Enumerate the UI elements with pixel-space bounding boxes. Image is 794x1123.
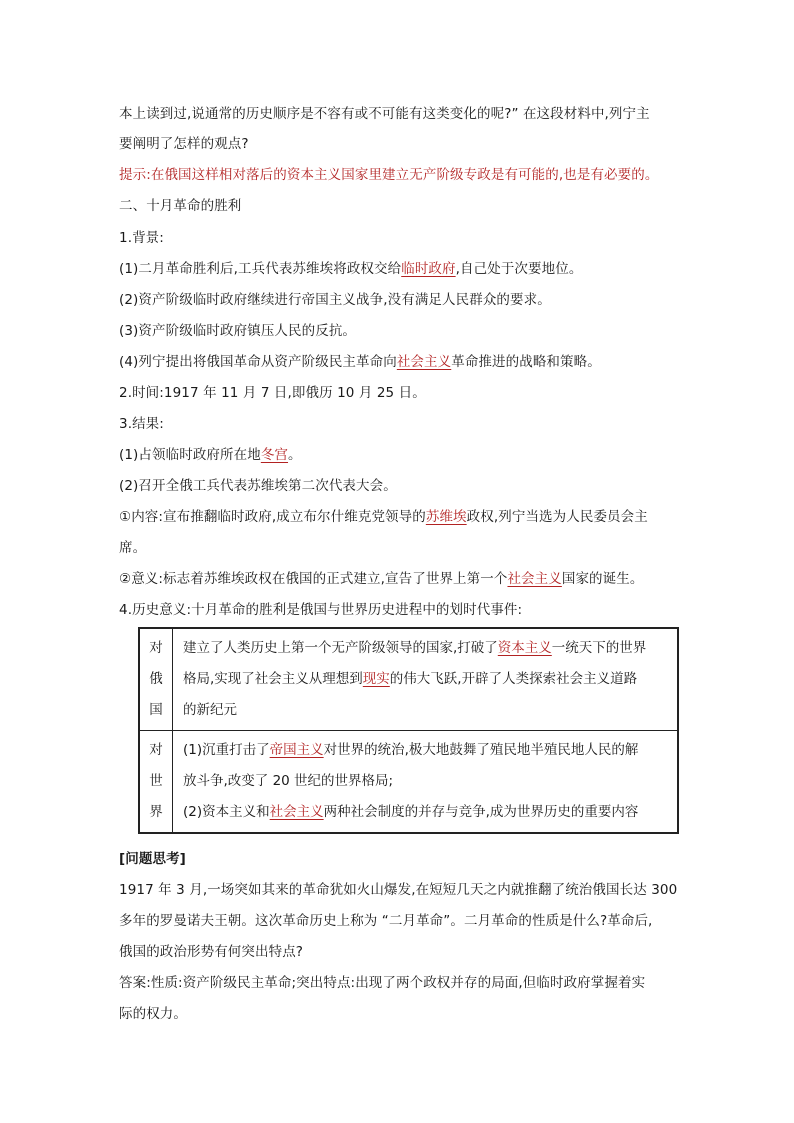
result-item-1	[119, 445, 302, 465]
keyword: 现实	[362, 671, 390, 687]
text: (2)资本主义和	[183, 804, 270, 820]
text: 国家的诞生。	[561, 571, 644, 587]
background-item-3: (3)资产阶级临时政府镇压人民的反抗。	[119, 323, 357, 339]
keyword: 社会主义	[507, 571, 562, 587]
text: 的伟大飞跃,开辟了人类探索社会主义道路	[389, 671, 638, 687]
cell-line	[183, 633, 669, 664]
row-head-world	[139, 731, 173, 834]
result-heading: 3.结果:	[119, 416, 164, 432]
text: ,自己处于次要地位。	[455, 261, 583, 277]
result-item-2: (2)召开全俄工兵代表苏维埃第二次代表大会。	[119, 478, 397, 494]
row-body-russia	[173, 628, 679, 731]
text: (1)二月革命胜利后,工兵代表苏维埃将政权交给	[119, 261, 402, 277]
text: 格局,实现了社会主义从理想到	[183, 671, 363, 687]
head-char: 对	[149, 640, 163, 656]
head-char: 界	[149, 804, 163, 820]
cell-line	[183, 664, 669, 695]
text: ②意义:标志着苏维埃政权在俄国的正式建立,宣告了世界上第一个	[119, 571, 508, 587]
keyword: 资本主义	[497, 640, 552, 656]
keyword: 帝国主义	[269, 742, 324, 758]
text: 建立了人类历史上第一个无产阶级领导的国家,打破了	[183, 640, 498, 656]
text: (1)占领临时政府所在地	[119, 447, 261, 463]
intro-line-2: 要阐明了怎样的观点?	[119, 136, 249, 152]
question-line-1: 1917 年 3 月,一场突如其来的革命犹如火山爆发,在短短几天之内就推翻了统治俄国长达 300	[119, 882, 678, 898]
result-meaning	[119, 569, 643, 589]
background-item-4	[119, 352, 601, 372]
cell-line: 放斗争,改变了 20 世纪的世界格局;	[183, 773, 394, 789]
background-heading: 1.背景:	[119, 230, 164, 246]
table-row	[139, 731, 678, 834]
keyword: 临时政府	[401, 261, 456, 277]
text: (1)沉重打击了	[183, 742, 270, 758]
result-content	[119, 507, 648, 527]
row-body-world	[173, 731, 679, 834]
significance-heading: 4.历史意义:十月革命的胜利是俄国与世界历史进程中的划时代事件:	[119, 602, 523, 618]
keyword: 冬宫	[260, 447, 289, 463]
hint-text: 提示:在俄国这样相对落后的资本主义国家里建立无产阶级专政是有可能的,也是有必要的。	[119, 167, 659, 183]
question-heading: [问题思考]	[119, 851, 186, 867]
cell-line: 的新纪元	[183, 702, 237, 718]
text: 两种社会制度的并存与竞争,成为世界历史的重要内容	[323, 804, 639, 820]
head-char: 世	[149, 773, 163, 789]
keyword: 社会主义	[269, 804, 324, 820]
keyword: 苏维埃	[425, 509, 467, 525]
text: 一统天下的世界	[551, 640, 647, 656]
background-item-2: (2)资产阶级临时政府继续进行帝国主义战争,没有满足人民群众的要求。	[119, 292, 551, 308]
question-line-2: 多年的罗曼诺夫王朝。这次革命历史上称为 “二月革命”。二月革命的性质是什么?革命后,	[119, 913, 653, 929]
text: ①内容:宣布推翻临时政府,成立布尔什维克党领导的	[119, 509, 426, 525]
answer-line-1: 答案:性质:资产阶级民主革命;突出特点:出现了两个政权并存的局面,但临时政府掌握着实	[119, 975, 646, 991]
keyword: 社会主义	[396, 354, 452, 370]
text: (4)列宁提出将俄国革命从资产阶级民主革命向	[119, 354, 397, 370]
head-char: 国	[149, 702, 163, 718]
row-head-russia	[139, 628, 173, 731]
text: 革命推进的战略和策略。	[451, 354, 601, 370]
cell-line	[183, 797, 669, 828]
table-row	[139, 628, 678, 731]
background-item-1	[119, 259, 582, 279]
text: 政权,列宁当选为人民委员会主	[466, 509, 648, 525]
question-line-3: 俄国的政治形势有何突出特点?	[119, 944, 304, 960]
result-content-cont: 席。	[119, 540, 147, 556]
time-line: 2.时间:1917 年 11 月 7 日,即俄历 10 月 25 日。	[119, 385, 426, 401]
significance-table	[138, 627, 679, 834]
head-char: 对	[149, 742, 163, 758]
intro-line-1: 本上读到过,说通常的历史顺序是不容有或不可能有这类变化的呢?” 在这段材料中,列宁主	[119, 106, 650, 122]
text: 。	[288, 447, 302, 463]
head-char: 俄	[149, 671, 163, 687]
text: 对世界的统治,极大地鼓舞了殖民地半殖民地人民的解	[323, 742, 639, 758]
cell-line	[183, 735, 669, 766]
section-title: 二、十月革命的胜利	[119, 198, 242, 214]
answer-line-2: 际的权力。	[119, 1006, 187, 1022]
